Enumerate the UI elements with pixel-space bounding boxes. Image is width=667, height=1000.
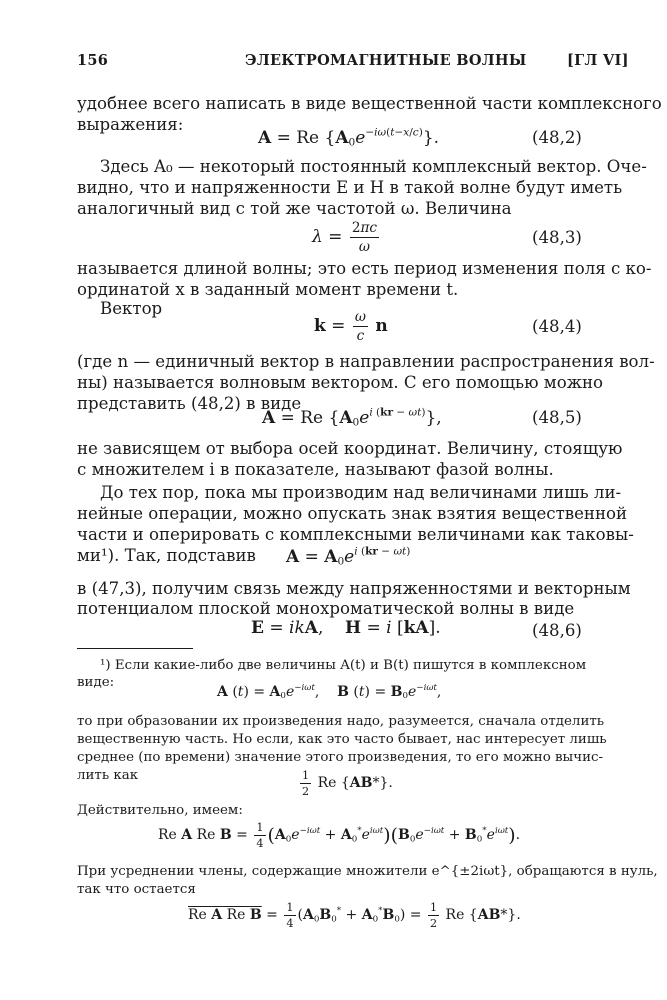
text-line: называется длиной волны; это есть период изменения поля с ко-	[77, 259, 652, 278]
equation-48-4: k = $\frac{\omega}{c}$ n	[314, 309, 388, 344]
footnote-equation-product: Re A Re B = $\frac{1}{4}$ $(A_0e^{-i\omega t} + A_0^*e^{i\omega t})(B_0e^{-i\omega t} + B_0^*e^{i\omega t})$.	[158, 821, 521, 850]
equation-number: (48,4)	[532, 317, 582, 336]
text-line: аналогичный вид с той же частотой ω. Величина	[77, 199, 512, 218]
text-line: удобнее всего написать в виде вещественной части комплексного	[77, 94, 662, 113]
footnote-equation-complex: A $(t) = A_0e^{-i\omega t}$, B $(t) = B_0e^{-i\omega t}$,	[217, 682, 442, 702]
text-line: видно, что и напряженности E и H в такой волне будут иметь	[77, 178, 623, 197]
text-line: нейные операции, можно опускать знак взятия вещественной	[77, 504, 628, 523]
chapter-label: [ГЛ VI]	[567, 52, 629, 69]
text-line: Здесь A₀ — некоторый постоянный комплексный вектор. Оче-	[100, 157, 647, 176]
text-line: части и оперировать с комплексными величинами как таковы-	[77, 525, 634, 544]
footnote-line: лить как	[77, 768, 139, 783]
text-line: ми¹). Так, подставив	[77, 546, 256, 565]
equation-substitution: $A = A_0e^{i (kr - \omega t)}$	[286, 545, 411, 568]
text-line: ны) называется волновым вектором. С его помощью можно	[77, 373, 604, 392]
text-line: ординатой x в заданный момент времени t.	[77, 280, 459, 299]
footnote-line: среднее (по времени) значение этого произведения, то его можно вычис-	[77, 750, 604, 765]
equation-number: (48,2)	[532, 128, 582, 147]
text-line: не зависящем от выбора осей координат. Величину, стоящую	[77, 439, 623, 458]
footnote-divider	[77, 648, 193, 649]
equation-number: (48,5)	[532, 408, 582, 427]
footnote-equation-result: Re A Re B = $\frac{1}{4}$ $(A_0B_0^* + A_0^*B_0)$ = $\frac{1}{2}$ Re {AB*}.	[188, 901, 521, 930]
footnote-line: так что остается	[77, 882, 196, 897]
footnote-line: виде:	[77, 675, 115, 690]
equation-48-3: λ = $\frac{2\pi c}{\omega}$	[312, 220, 378, 255]
footnote-line: вещественную часть. Но если, как это часто бывает, нас интересует лишь	[77, 732, 607, 747]
text-line: потенциалом плоской монохроматической волны в виде	[77, 599, 575, 618]
equation-number: (48,3)	[532, 228, 582, 247]
footnote-line: При усреднении члены, содержащие множители e^{±2iωt}, обращаются в нуль,	[77, 864, 658, 879]
text-line: (где n — единичный вектор в направлении распространения вол-	[77, 352, 655, 371]
footnote-line: то при образовании их произведения надо, разумеется, сначала отделить	[77, 714, 605, 729]
equation-48-5: A = Re $\{A_0e^{i (kr - \omega t)}\}$,	[262, 406, 442, 429]
text-line: представить (48,2) в виде	[77, 394, 302, 413]
running-title: ЭЛЕКТРОМАГНИТНЫЕ ВОЛНЫ	[245, 52, 527, 69]
footnote-line: Действительно, имеем:	[77, 803, 243, 818]
text-line: До тех пор, пока мы производим над величинами лишь ли-	[100, 483, 622, 502]
footnote-equation-average: $\frac{1}{2}$ Re {AB*}.	[302, 769, 393, 798]
equation-number: (48,6)	[532, 621, 582, 640]
text-line: с множителем i в показателе, называют фазой волны.	[77, 460, 554, 479]
text-line: выражения:	[77, 115, 184, 134]
footnote-line: ¹) Если какие-либо две величины A(t) и B(t) пишутся в комплексном	[100, 658, 587, 673]
equation-48-6: E = ikA, H = i [kA].	[251, 618, 441, 638]
page-number: 156	[77, 52, 109, 69]
text-line: в (47,3), получим связь между напряженностями и векторным	[77, 579, 631, 598]
equation-48-2: A = Re $\{A_0e^{-i\omega(t-x/c)}\}$.	[258, 126, 440, 149]
text-line: Вектор	[100, 299, 163, 318]
